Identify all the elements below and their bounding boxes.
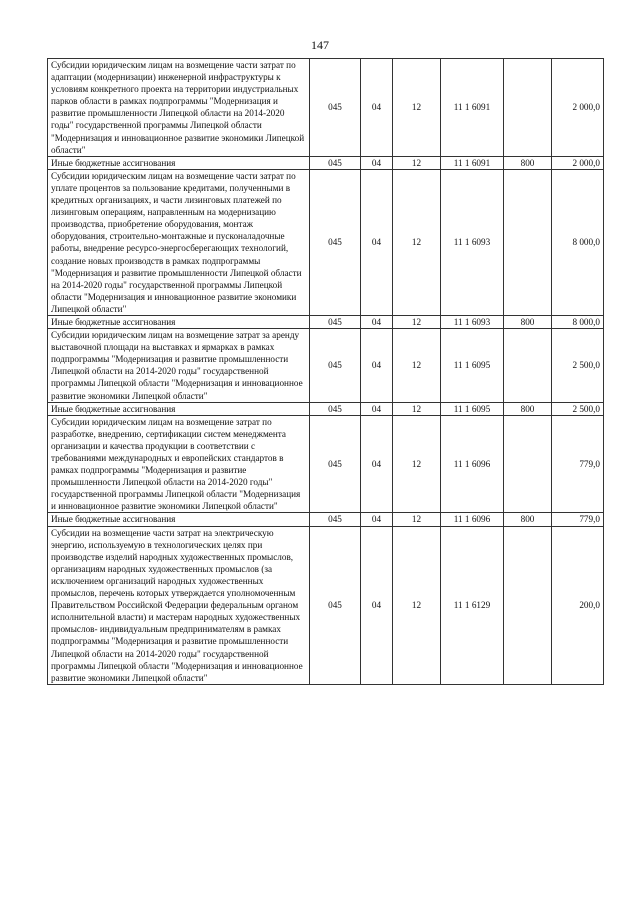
subsection-code: 12 xyxy=(393,329,441,403)
row-description: Иные бюджетные ассигнования xyxy=(48,315,310,328)
subsection-code: 12 xyxy=(393,415,441,513)
table-row xyxy=(48,59,604,157)
table-row xyxy=(48,513,604,526)
row-description: Иные бюджетные ассигнования xyxy=(48,156,310,169)
amount: 2 500,0 xyxy=(552,329,604,403)
target-code: 11 1 6096 xyxy=(441,415,504,513)
section-code: 04 xyxy=(361,415,393,513)
table-row xyxy=(48,402,604,415)
expense-type-code xyxy=(504,526,552,684)
row-description: Субсидии юридическим лицам на возмещение части затрат по адаптации (модернизации) инженерной инфраструктуры к условиям конкретного проекта на территории индустриальных парков области в рамках подпрограммы "Модернизация и развитие промышленности Липецкой области на 2014-2020 годы" государственной программы Липецкой области "Модернизация и инновационное развитие экономики Липецкой области" xyxy=(48,59,310,157)
table-row xyxy=(48,315,604,328)
section-code: 04 xyxy=(361,402,393,415)
subsection-code: 12 xyxy=(393,59,441,157)
amount: 2 000,0 xyxy=(552,59,604,157)
row-description: Субсидии юридическим лицам на возмещение затрат по разработке, внедрению, сертификации систем менеджмента организации и качества продукции в соответствии с требованиями международных и европейских стандартов в рамках подпрограммы "Модернизация и развитие промышленности Липецкой области на 2014-2020 годы" государственной программы Липецкой области "Модернизация и инновационное развитие экономики Липецкой области" xyxy=(48,415,310,513)
ministry-code: 045 xyxy=(310,526,361,684)
ministry-code: 045 xyxy=(310,59,361,157)
ministry-code: 045 xyxy=(310,169,361,315)
amount: 2 000,0 xyxy=(552,156,604,169)
table-row xyxy=(48,526,604,684)
section-code: 04 xyxy=(361,156,393,169)
subsection-code: 12 xyxy=(393,513,441,526)
ministry-code: 045 xyxy=(310,156,361,169)
table-row xyxy=(48,156,604,169)
subsection-code: 12 xyxy=(393,402,441,415)
ministry-code: 045 xyxy=(310,415,361,513)
section-code: 04 xyxy=(361,329,393,403)
target-code: 11 1 6093 xyxy=(441,169,504,315)
amount: 8 000,0 xyxy=(552,169,604,315)
table-row xyxy=(48,415,604,513)
expense-type-code xyxy=(504,169,552,315)
amount: 779,0 xyxy=(552,513,604,526)
target-code: 11 1 6093 xyxy=(441,315,504,328)
section-code: 04 xyxy=(361,59,393,157)
expense-type-code xyxy=(504,329,552,403)
expense-type-code: 800 xyxy=(504,513,552,526)
subsection-code: 12 xyxy=(393,156,441,169)
ministry-code: 045 xyxy=(310,329,361,403)
amount: 779,0 xyxy=(552,415,604,513)
row-description: Субсидии на возмещение части затрат на электрическую энергию, используемую в технологических целях при производстве изделий народных художественных промыслов, организациям народных художественных промыслов (за исключением организаций народных художественных промыслов, перечень которых утверждается уполномоченным Правительством Российской Федерации федеральным органом исполнительной власти) и мастерам народных художественных промыслов- индивидуальным предпринимателям в рамках подпрограммы "Модернизация и развитие промышленности Липецкой области на 2014-2020 годы" государственной программы Липецкой области "Модернизация и инновационное развитие экономики Липецкой области" xyxy=(48,526,310,684)
amount: 200,0 xyxy=(552,526,604,684)
ministry-code: 045 xyxy=(310,402,361,415)
target-code: 11 1 6129 xyxy=(441,526,504,684)
row-description: Иные бюджетные ассигнования xyxy=(48,402,310,415)
row-description: Субсидии юридическим лицам на возмещение части затрат по уплате процентов за пользование кредитами, полученными в кредитных организациях, и части лизинговых платежей по лизинговым операциям, направленным на модернизацию производства, приобретение оборудования, монтаж оборудования, строительно-монтажные и пусконаладочные работы, внедрение ресурсо-энергосберегающих технологий, создание новых производств в рамках подпрограммы "Модернизация и развитие промышленности Липецкой области на 2014-2020 годы" государственной программы Липецкой области "Модернизация и инновационное развитие экономики Липецкой области" xyxy=(48,169,310,315)
ministry-code: 045 xyxy=(310,513,361,526)
expense-type-code xyxy=(504,415,552,513)
row-description: Иные бюджетные ассигнования xyxy=(48,513,310,526)
amount: 8 000,0 xyxy=(552,315,604,328)
section-code: 04 xyxy=(361,169,393,315)
page-number: 147 xyxy=(311,38,329,52)
table-row xyxy=(48,329,604,403)
section-code: 04 xyxy=(361,513,393,526)
target-code: 11 1 6091 xyxy=(441,156,504,169)
expense-type-code: 800 xyxy=(504,315,552,328)
expense-type-code xyxy=(504,59,552,157)
section-code: 04 xyxy=(361,315,393,328)
subsection-code: 12 xyxy=(393,526,441,684)
row-description: Субсидии юридическим лицам на возмещение затрат за аренду выставочной площади на выставках и ярмарках в рамках подпрограммы "Модернизация и развитие промышленности Липецкой области на 2014-2020 годы" государственной программы Липецкой области "Модернизация и инновационное развитие экономики Липецкой области" xyxy=(48,329,310,403)
table-row xyxy=(48,169,604,315)
amount: 2 500,0 xyxy=(552,402,604,415)
target-code: 11 1 6091 xyxy=(441,59,504,157)
expense-type-code: 800 xyxy=(504,402,552,415)
section-code: 04 xyxy=(361,526,393,684)
target-code: 11 1 6095 xyxy=(441,329,504,403)
ministry-code: 045 xyxy=(310,315,361,328)
subsection-code: 12 xyxy=(393,315,441,328)
target-code: 11 1 6095 xyxy=(441,402,504,415)
subsection-code: 12 xyxy=(393,169,441,315)
budget-table xyxy=(47,58,604,685)
expense-type-code: 800 xyxy=(504,156,552,169)
target-code: 11 1 6096 xyxy=(441,513,504,526)
